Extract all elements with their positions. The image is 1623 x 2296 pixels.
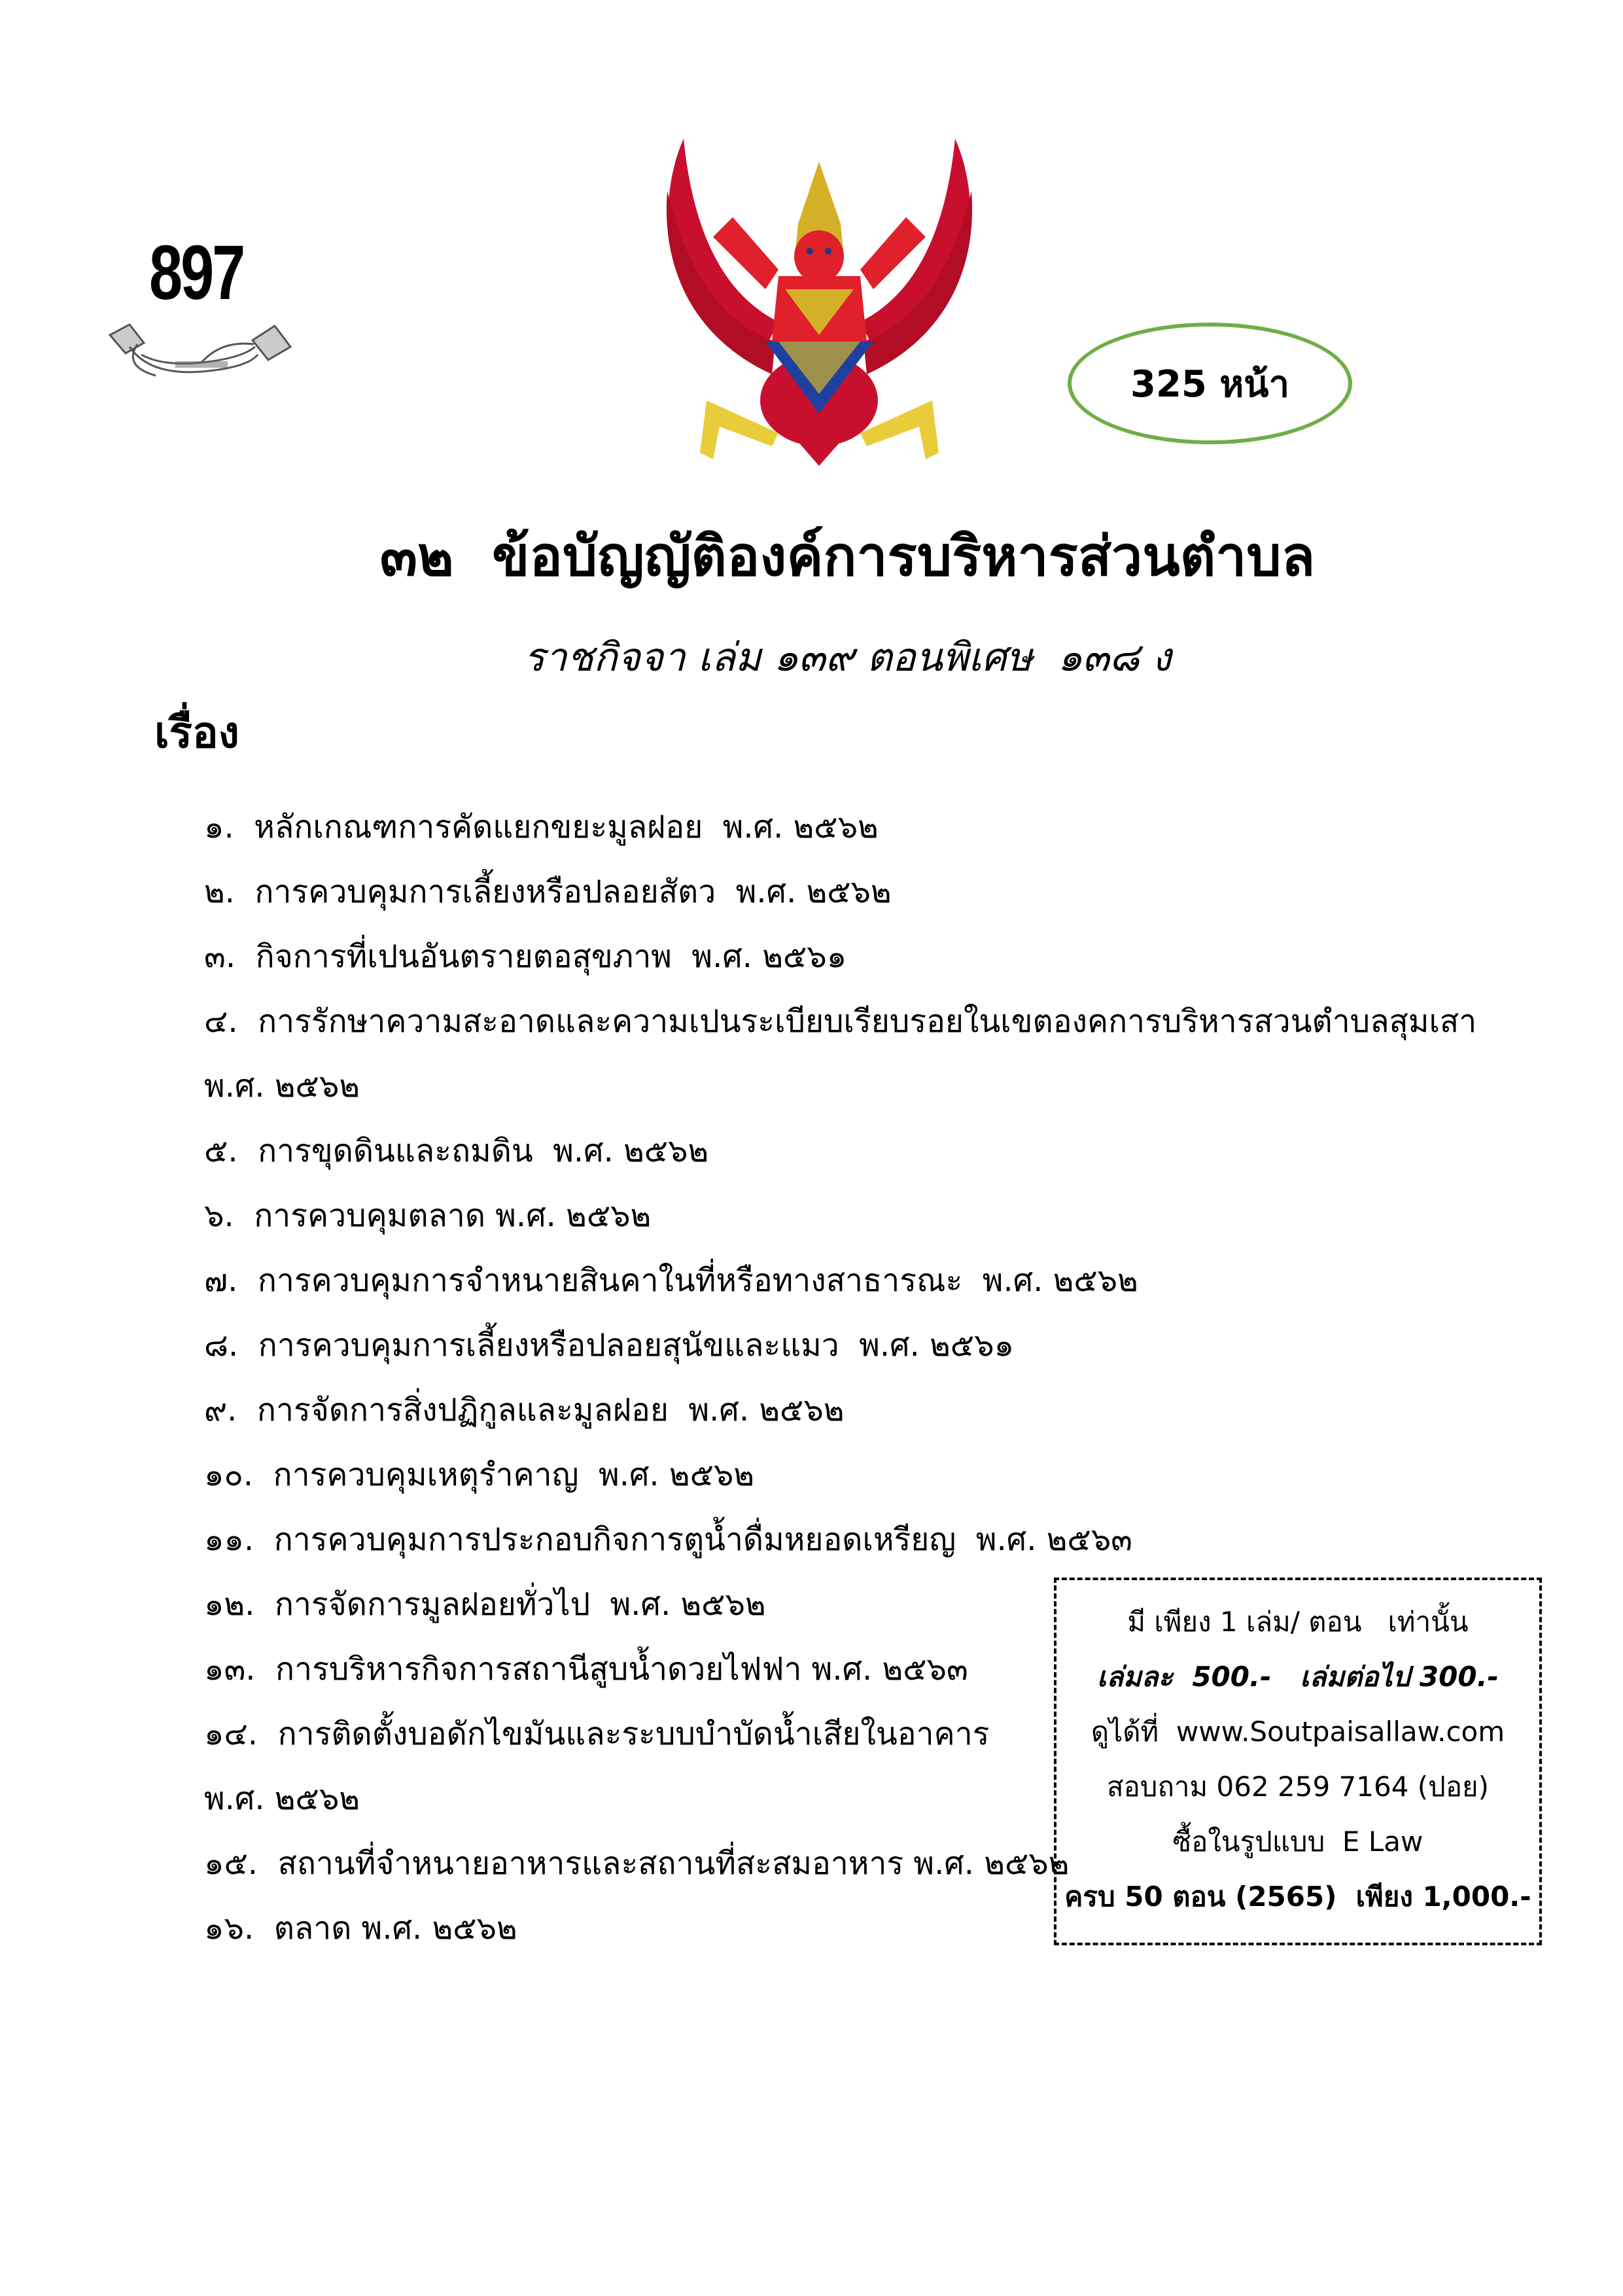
document-title: ๓๒ ข้อบัญญัติองค์การบริหารส่วนตำบล bbox=[379, 524, 1316, 588]
list-item: ๙. การจัดการสิ่งปฏิกูลและมูลฝอย พ.ศ. ๒๕๖๒ bbox=[204, 1392, 845, 1428]
list-item: ๓. กิจการที่เปนอันตรายตอสุขภาพ พ.ศ. ๒๕๖๑ bbox=[204, 938, 847, 975]
list-item: ๑๖. ตลาด พ.ศ. ๒๕๖๒ bbox=[204, 1910, 517, 1947]
list-item: ๗. การควบคุมการจำหนายสินคาในที่หรือทางสาธารณะ พ.ศ. ๒๕๖๒ bbox=[204, 1262, 1138, 1299]
list-item: ๒. การควบคุมการเลี้ยงหรือปลอยสัตว พ.ศ. ๒๕๖๒ bbox=[204, 874, 892, 910]
list-item: ๑๒. การจัดการมูลฝอยทั่วไป พ.ศ. ๒๕๖๒ bbox=[204, 1586, 766, 1623]
list-item: ๑๔. การติดตั้งบอดักไขมันและระบบบำบัดน้ำเสียในอาคาร bbox=[204, 1716, 990, 1752]
promo-elaw-format: ซื้อในรูปแบบ E Law bbox=[1172, 1826, 1423, 1858]
gazette-reference: ราชกิจจา เล่ม ๑๓๙ ตอนพิเศษ ๑๓๘ ง bbox=[523, 635, 1172, 680]
list-item: ๔. การรักษาความสะอาดและความเปนระเบียบเรียบรอยในเขตองคการบริหารสวนตำบลสุมเสา bbox=[204, 1003, 1477, 1040]
promo-availability: มี เพียง 1 เล่ม/ ตอน เท่านั้น bbox=[1127, 1606, 1469, 1638]
list-item: ๑๓. การบริหารกิจการสถานีสูบน้ำดวยไฟฟา พ.ศ. ๒๕๖๓ bbox=[204, 1651, 968, 1687]
list-item: ๑๑. การควบคุมการประกอบกิจการตูน้ำดื่มหยอดเหรียญ พ.ศ. ๒๕๖๓ bbox=[204, 1521, 1132, 1558]
list-item: ๑. หลักเกณฑการคัดแยกขยะมูลฝอย พ.ศ. ๒๕๖๒ bbox=[204, 809, 879, 845]
scroll-banner-logo-icon bbox=[103, 321, 294, 381]
promo-box bbox=[1054, 1578, 1542, 1945]
promo-price: เล่มละ 500.- เล่มต่อไป 300.- bbox=[1097, 1661, 1499, 1693]
list-item-continuation: พ.ศ. ๒๕๖๒ bbox=[204, 1780, 360, 1817]
list-item: ๖. การควบคุมตลาด พ.ศ. ๒๕๖๒ bbox=[204, 1197, 652, 1234]
list-item: ๑๐. การควบคุมเหตุรำคาญ พ.ศ. ๒๕๖๒ bbox=[204, 1457, 755, 1493]
list-item: ๘. การควบคุมการเลี้ยงหรือปลอยสุนัขและแมว พ.ศ. ๒๕๖๑ bbox=[204, 1327, 1015, 1364]
promo-website-link[interactable]: ดูได้ที่ www.Soutpaisallaw.com bbox=[1091, 1716, 1505, 1748]
document-number: 897 bbox=[149, 230, 244, 316]
promo-bundle-offer: ครบ 50 ตอน (2565) เพียง 1,000.- bbox=[1064, 1881, 1531, 1913]
page-count-text: 325 หน้า bbox=[1130, 362, 1290, 406]
garuda-emblem-icon bbox=[648, 126, 991, 469]
promo-contact-phone: สอบถาม 062 259 7164 (ปอย) bbox=[1106, 1771, 1490, 1803]
list-item: ๑๕. สถานที่จำหนายอาหารและสถานที่สะสมอาหาร พ.ศ. ๒๕๖๒ bbox=[204, 1845, 1070, 1882]
contents-heading: เรื่อง bbox=[154, 707, 239, 758]
list-item: ๕. การขุดดินและถมดิน พ.ศ. ๒๕๖๒ bbox=[204, 1133, 709, 1169]
list-item-continuation: พ.ศ. ๒๕๖๒ bbox=[204, 1068, 360, 1104]
page-count-badge bbox=[1068, 323, 1352, 444]
